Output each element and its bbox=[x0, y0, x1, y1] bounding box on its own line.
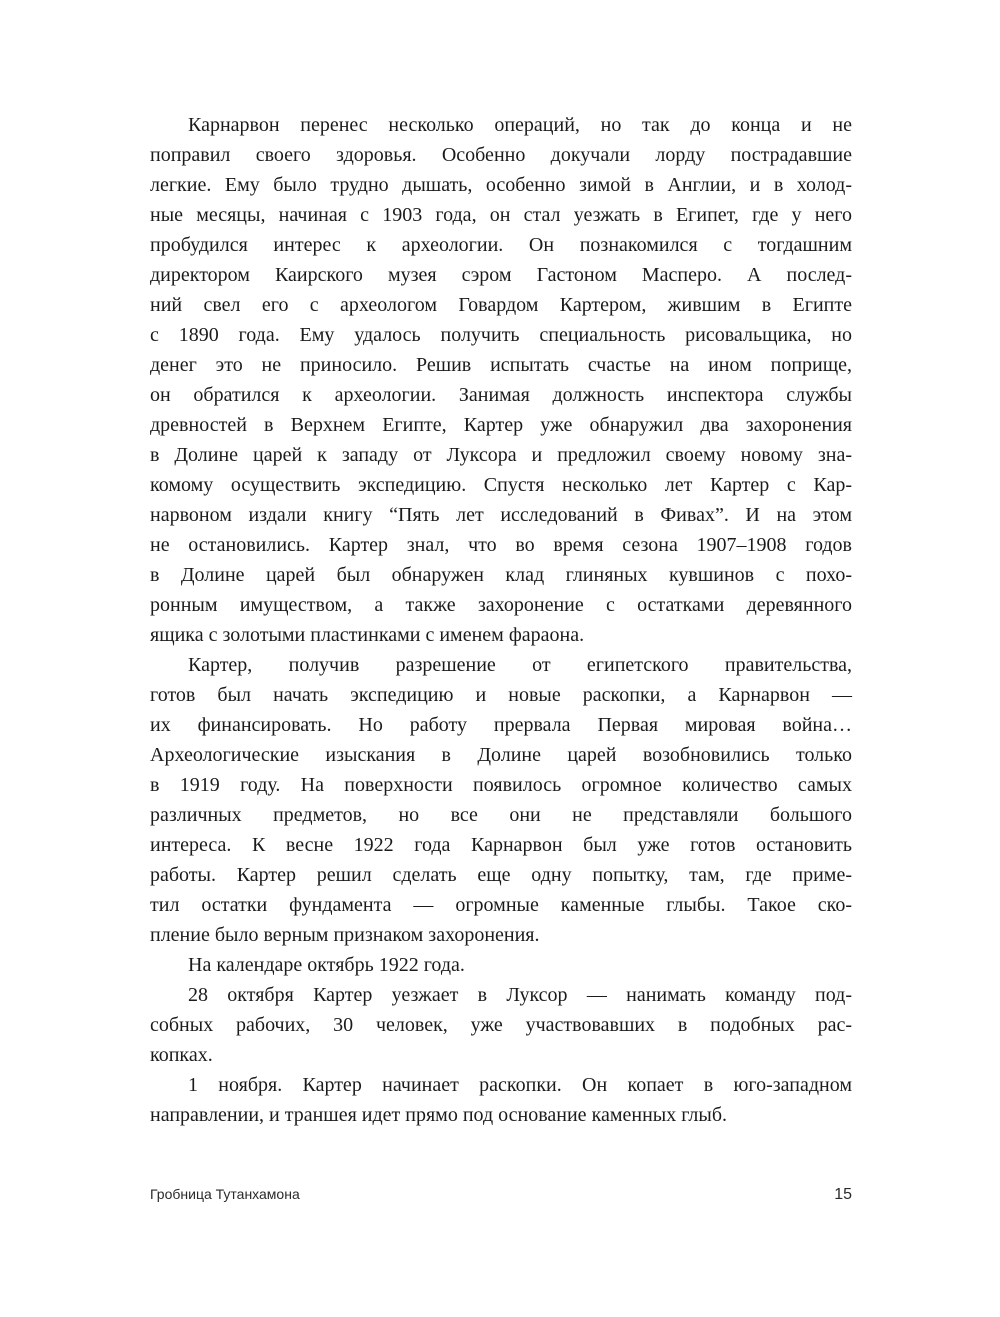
text-line: работы. Картер решил сделать еще одну попытку, там, где приме- bbox=[150, 864, 852, 886]
text-line: тил остатки фундамента — огромные каменные глыбы. Такое ско- bbox=[150, 894, 852, 916]
text-line: Карнарвон перенес несколько операций, но так до конца и не bbox=[188, 114, 852, 136]
text-line: готов был начать экспедицию и новые раскопки, а Карнарвон — bbox=[150, 684, 852, 706]
text-line: Картер, получив разрешение от египетского правительства, bbox=[188, 654, 852, 676]
text-line: направлении, и траншея идет прямо под основание каменных глыб. bbox=[150, 1104, 728, 1126]
paragraph bbox=[150, 110, 852, 650]
text-line: древностей в Верхнем Египте, Картер уже обнаружил два захоронения bbox=[150, 414, 852, 436]
text-line: На календаре октябрь 1922 года. bbox=[188, 954, 465, 976]
text-line: копках. bbox=[150, 1044, 213, 1066]
paragraph bbox=[150, 650, 852, 950]
text-line: не остановились. Картер знал, что во время сезона 1907–1908 годов bbox=[150, 534, 852, 556]
text-line: собных рабочих, 30 человек, уже участвовавших в подобных рас- bbox=[150, 1014, 852, 1036]
text-line: в Долине царей к западу от Луксора и предложил своему новому зна- bbox=[150, 444, 852, 466]
text-line: ронным имуществом, а также захоронение с остатками деревянного bbox=[150, 594, 852, 616]
paragraph bbox=[150, 950, 852, 980]
text-line: поправил своего здоровья. Особенно докучали лорду пострадавшие bbox=[150, 144, 852, 166]
text-line: нарвоном издали книгу “Пять лет исследований в Фивах”. И на этом bbox=[150, 504, 852, 526]
body-text bbox=[150, 110, 852, 1130]
page-footer bbox=[150, 1186, 852, 1204]
text-line: пление было верным признаком захоронения. bbox=[150, 924, 540, 946]
page-number: 15 bbox=[834, 1186, 852, 1203]
text-line: в 1919 году. На поверхности появилось огромное количество самых bbox=[150, 774, 852, 796]
paragraph bbox=[150, 980, 852, 1070]
text-line: ний свел его с археологом Говардом Картером, жившим в Египте bbox=[150, 294, 852, 316]
text-line: ящика с золотыми пластинками с именем фараона. bbox=[150, 624, 585, 646]
text-line: 1 ноября. Картер начинает раскопки. Он копает в юго-западном bbox=[188, 1074, 852, 1096]
text-line: в Долине царей был обнаружен клад глиняных кувшинов с похо- bbox=[150, 564, 852, 586]
text-line: Археологические изыскания в Долине царей возобновились только bbox=[150, 744, 852, 766]
text-line: 28 октября Картер уезжает в Луксор — нанимать команду под- bbox=[188, 984, 852, 1006]
paragraph bbox=[150, 1070, 852, 1130]
text-line: он обратился к археологии. Занимая должность инспектора службы bbox=[150, 384, 852, 406]
text-line: с 1890 года. Ему удалось получить специальность рисовальщика, но bbox=[150, 324, 852, 346]
text-line: интереса. К весне 1922 года Карнарвон был уже готов остановить bbox=[150, 834, 852, 856]
text-line: их финансировать. Но работу прервала Первая мировая война… bbox=[150, 714, 852, 736]
text-line: различных предметов, но все они не представляли большого bbox=[150, 804, 852, 826]
text-line: легкие. Ему было трудно дышать, особенно зимой в Англии, и в холод- bbox=[150, 174, 852, 196]
text-line: директором Каирского музея сэром Гастоном Масперо. А послед- bbox=[150, 264, 852, 286]
text-line: пробудился интерес к археологии. Он познакомился с тогдашним bbox=[150, 234, 852, 256]
text-line: комому осуществить экспедицию. Спустя несколько лет Картер с Кар- bbox=[150, 474, 852, 496]
text-line: ные месяцы, начиная с 1903 года, он стал уезжать в Египет, где у него bbox=[150, 204, 852, 226]
text-line: денег это не приносило. Решив испытать счастье на ином поприще, bbox=[150, 354, 852, 376]
running-title: Гробница Тутанхамона bbox=[150, 1186, 300, 1202]
